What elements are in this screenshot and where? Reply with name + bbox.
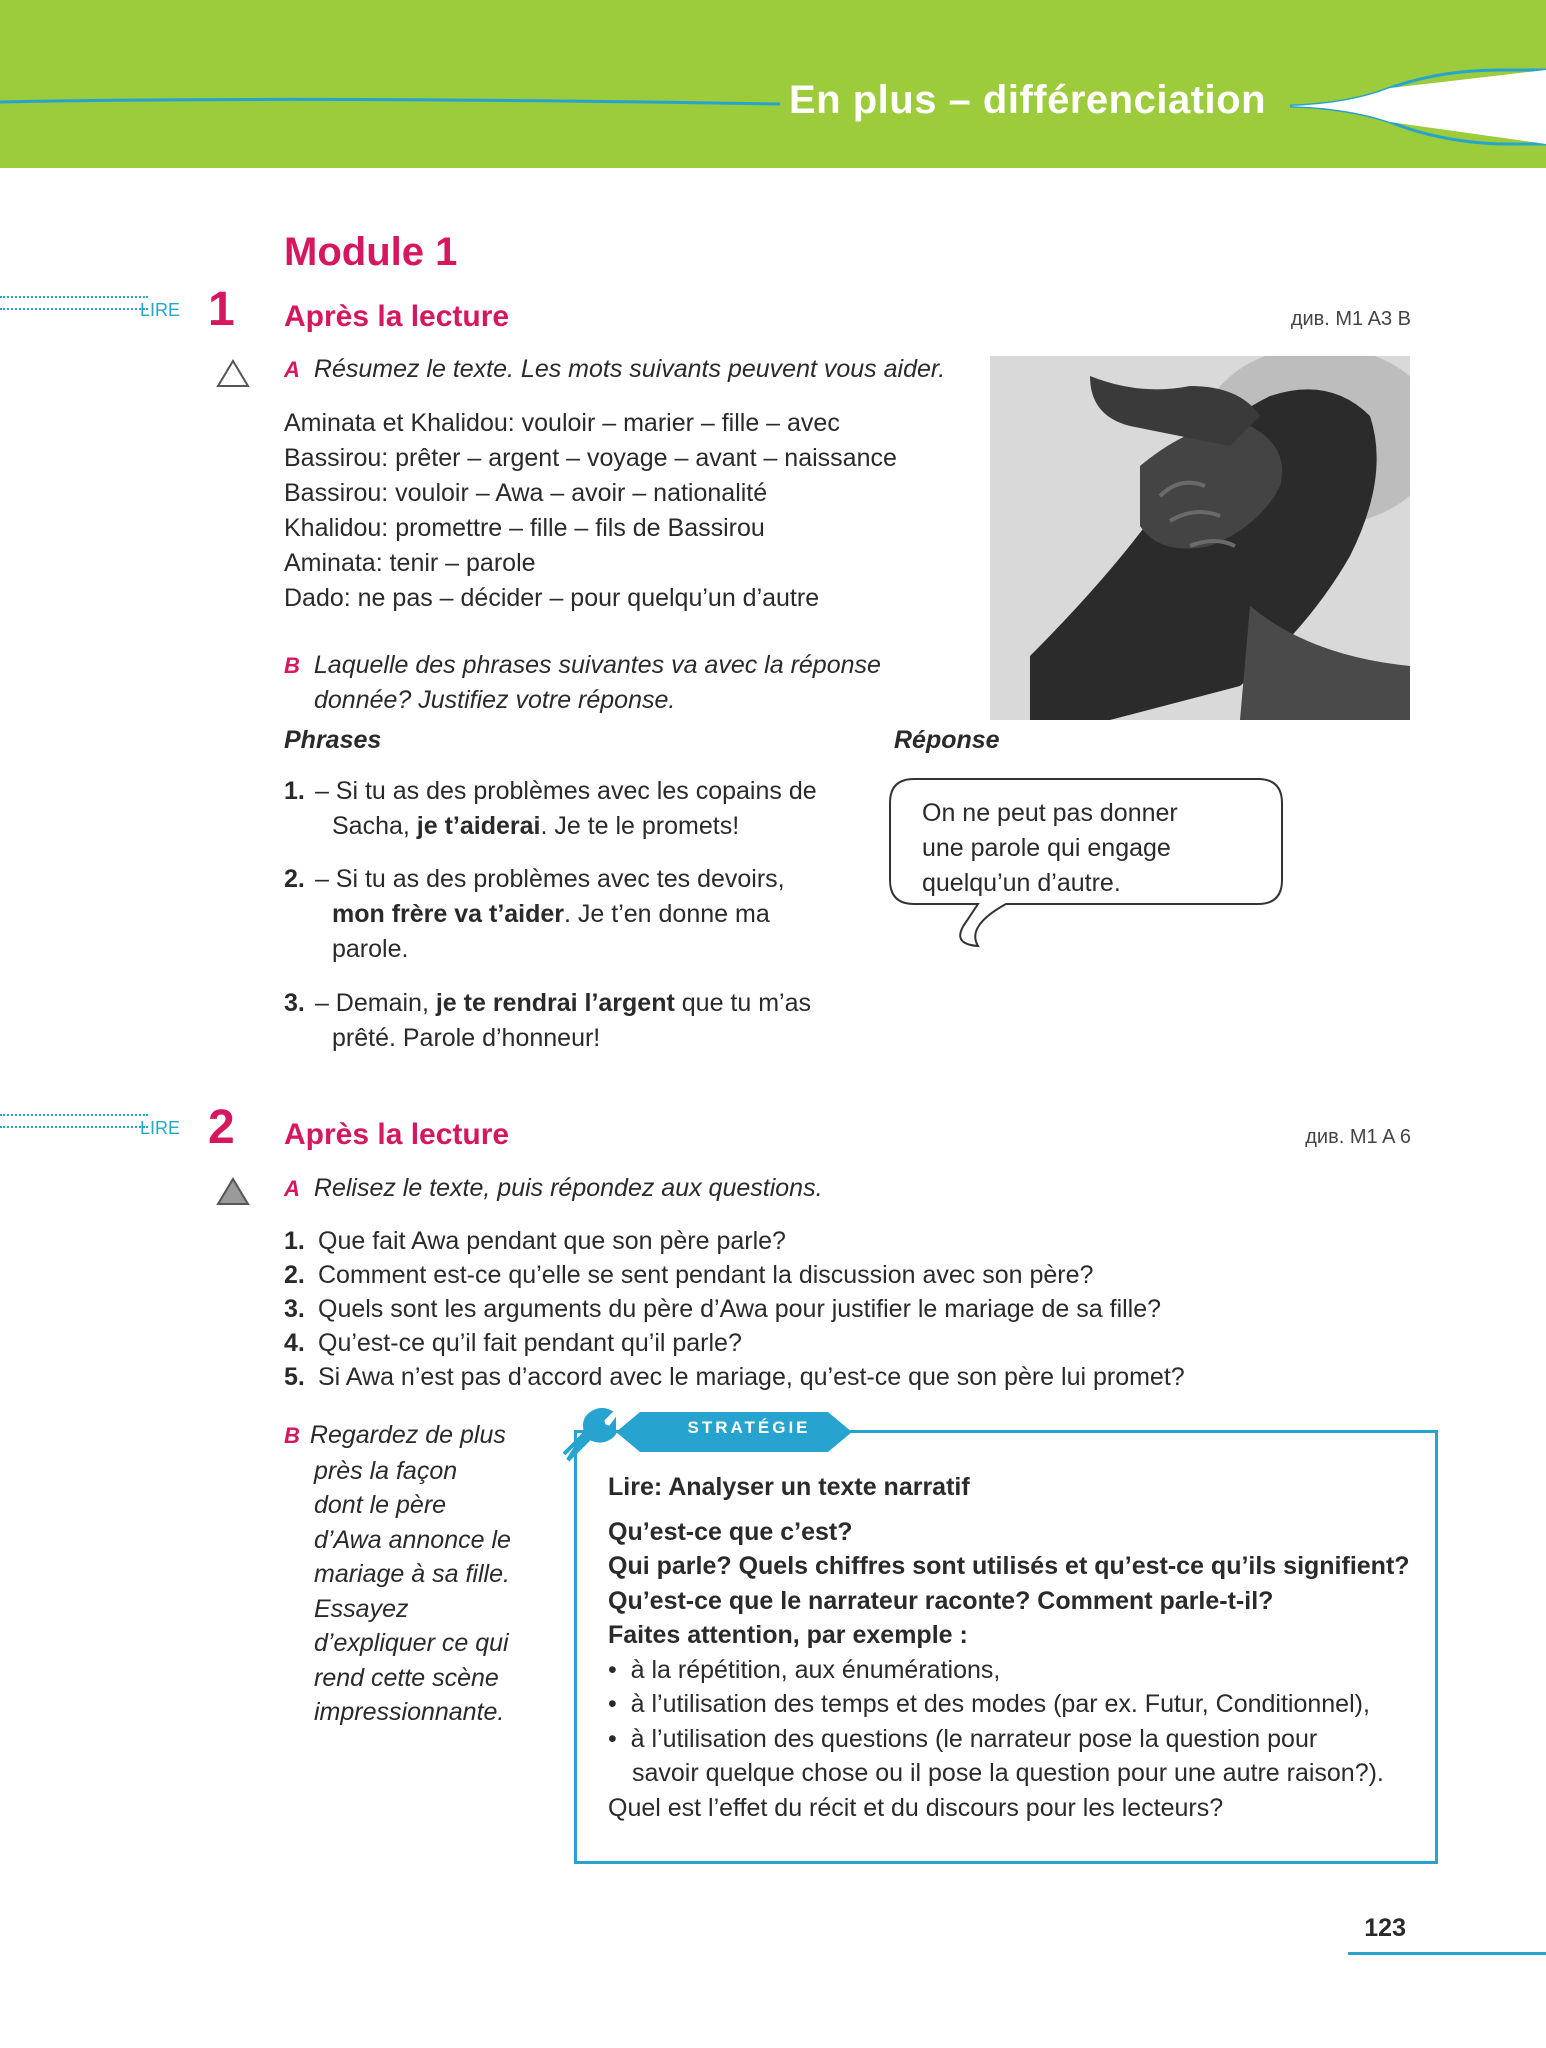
strategy-bold-line: Qu’est-ce que le narrateur raconte? Comment parle-t-il? [608,1586,1274,1615]
question-text: Comment est-ce qu’elle se sent pendant la discussion avec son père? [318,1261,1094,1289]
phrase-item [284,862,854,967]
task-letter: B [284,653,300,678]
exercise-number: 1 [208,283,235,336]
question-item [284,1292,1185,1326]
question-list [284,1224,1185,1394]
phrase-text: Sacha, [332,812,417,840]
phrase-text: – Si tu as des problèmes avec les copains de [314,777,817,805]
header-wave-line [0,0,1546,168]
question-item [284,1258,1185,1292]
difficulty-triangle-icon [216,358,250,388]
word-line: Bassirou: vouloir – Awa – avoir – nationalité [284,479,768,507]
question-item [284,1360,1185,1394]
phrase-number: 1. [284,777,305,805]
phrases-heading: Phrases [284,726,382,754]
question-item [284,1224,1185,1258]
question-text: Qu’est-ce qu’il fait pendant qu’il parle? [318,1329,742,1357]
page-number: 123 [1364,1914,1406,1942]
lire-dotted-marker [0,1114,148,1128]
question-number: 1. [284,1227,305,1255]
phrase-text: prêté. Parole d’honneur! [332,1024,601,1052]
task-b-instruction [284,648,964,718]
phrase-number: 3. [284,989,305,1017]
word-line: Khalidou: promettre – fille – fils de Bassirou [284,514,765,542]
exercise-reference: див. M1 A3 B [1290,308,1411,330]
response-text [922,796,1222,901]
task-a-instruction [284,355,945,384]
phrase-text: . Je te le promets! [540,812,740,840]
question-text: Si Awa n’est pas d’accord avec le mariage, qu’est-ce que son père lui promet? [318,1363,1185,1391]
task-letter: A [284,1176,300,1201]
strategy-label: STRATÉGIE [687,1418,811,1437]
phrase-item [284,986,854,1056]
task-text-line: Essayez [314,1594,409,1623]
bullet-text: à la répétition, aux énumérations, [630,1655,1001,1684]
question-number: 3. [284,1295,305,1323]
phrase-item [284,774,854,844]
task-letter: A [284,357,300,382]
response-heading: Réponse [894,726,1000,754]
word-line: Dado: ne pas – décider – pour quelqu’un d’autre [284,584,820,612]
task-letter: B [284,1423,300,1448]
handshake-photo [990,356,1410,720]
response-line: une parole qui engage [922,834,1171,862]
bullet-text: à l’utilisation des temps et des modes (par ex. Futur, Conditionnel), [630,1690,1370,1718]
phrase-text: – Demain, [314,989,436,1017]
strategy-bullet: • à la répétition, aux énumérations, [608,1655,1001,1684]
task-text-line: Regardez de plus [309,1421,506,1449]
phrase-number: 2. [284,865,305,893]
strategy-bold-line: Qu’est-ce que c’est? [608,1517,853,1546]
word-line: Aminata et Khalidou: vouloir – marier – fille – avec [284,409,840,437]
task-text-line: donnée? Justifiez votre réponse. [314,686,676,714]
word-line: Aminata: tenir – parole [284,549,536,577]
question-item [284,1326,1185,1360]
task-text: Résumez le texte. Les mots suivants peuvent vous aider. [313,355,946,383]
page-number-rule [1348,1952,1546,1955]
word-hints [284,406,897,616]
strategy-content [608,1470,1428,1825]
exercise-title: Après la lecture [284,1118,510,1151]
task-a-instruction [284,1174,823,1203]
skill-label: LIRE [140,300,181,320]
task-text-line: d’Awa annonce le [314,1525,511,1554]
phrase-text: parole. [332,935,409,963]
task-text-line: impressionnante. [314,1698,505,1726]
task-b-instruction [284,1418,544,1730]
module-title: Module 1 [284,230,458,274]
phrase-bold: je t’aiderai [416,812,541,840]
task-text-line: près la façon [314,1456,458,1485]
response-line: On ne peut pas donner [922,799,1178,827]
phrase-text: que tu m’as [674,989,811,1017]
question-number: 5. [284,1363,305,1391]
strategy-bullet: • à l’utilisation des questions (le narrateur pose la question pour [608,1724,1318,1753]
strategy-title: Lire: Analyser un texte narratif [608,1473,970,1501]
phrase-bold: mon frère va t’aider [332,900,565,928]
exercise-number: 2 [208,1101,235,1154]
question-number: 4. [284,1329,305,1357]
question-text: Que fait Awa pendant que son père parle? [318,1227,786,1255]
task-text-line: Laquelle des phrases suivantes va avec la réponse [313,651,881,679]
task-text: Relisez le texte, puis répondez aux questions. [313,1174,823,1202]
task-text-line: dont le père [314,1491,447,1519]
exercise-title: Après la lecture [284,300,510,333]
difficulty-triangle-icon [216,1176,250,1206]
task-text-line: rend cette scène [314,1663,499,1692]
section-title: En plus – différenciation [788,78,1266,122]
wrench-icon [556,1402,616,1462]
strategy-closing: Quel est l’effet du récit et du discours pour les lecteurs? [608,1793,1224,1822]
question-text: Quels sont les arguments du père d’Awa pour justifier le mariage de sa fille? [318,1295,1162,1323]
clasped-hands-image [990,356,1410,720]
task-text-line: mariage à sa fille. [314,1560,510,1588]
bullet-text: à l’utilisation des questions (le narrateur pose la question pour [630,1724,1318,1753]
phrase-bold: je te rendrai l’argent [435,989,675,1017]
phrase-text: – Si tu as des problèmes avec tes devoirs, [314,865,785,893]
lire-dotted-marker [0,296,148,310]
task-text-line: d’expliquer ce qui [314,1629,509,1657]
phrase-text: . Je t’en donne ma [564,900,770,928]
exercise-reference: див. M1 A 6 [1305,1126,1411,1148]
strategy-bold-line: Qui parle? Quels chiffres sont utilisés et qu’est-ce qu’ils signifient? [608,1552,1410,1580]
strategy-bullet: • à l’utilisation des temps et des modes (par ex. Futur, Conditionnel), [608,1690,1370,1718]
strategy-bold-line: Faites attention, par exemple : [608,1621,968,1649]
bullet-continuation: savoir quelque chose ou il pose la question pour une autre raison?). [632,1759,1384,1787]
word-line: Bassirou: prêter – argent – voyage – avant – naissance [284,444,897,472]
response-line: quelqu’un d’autre. [922,869,1121,897]
skill-label: LIRE [140,1118,181,1138]
question-number: 2. [284,1261,305,1289]
